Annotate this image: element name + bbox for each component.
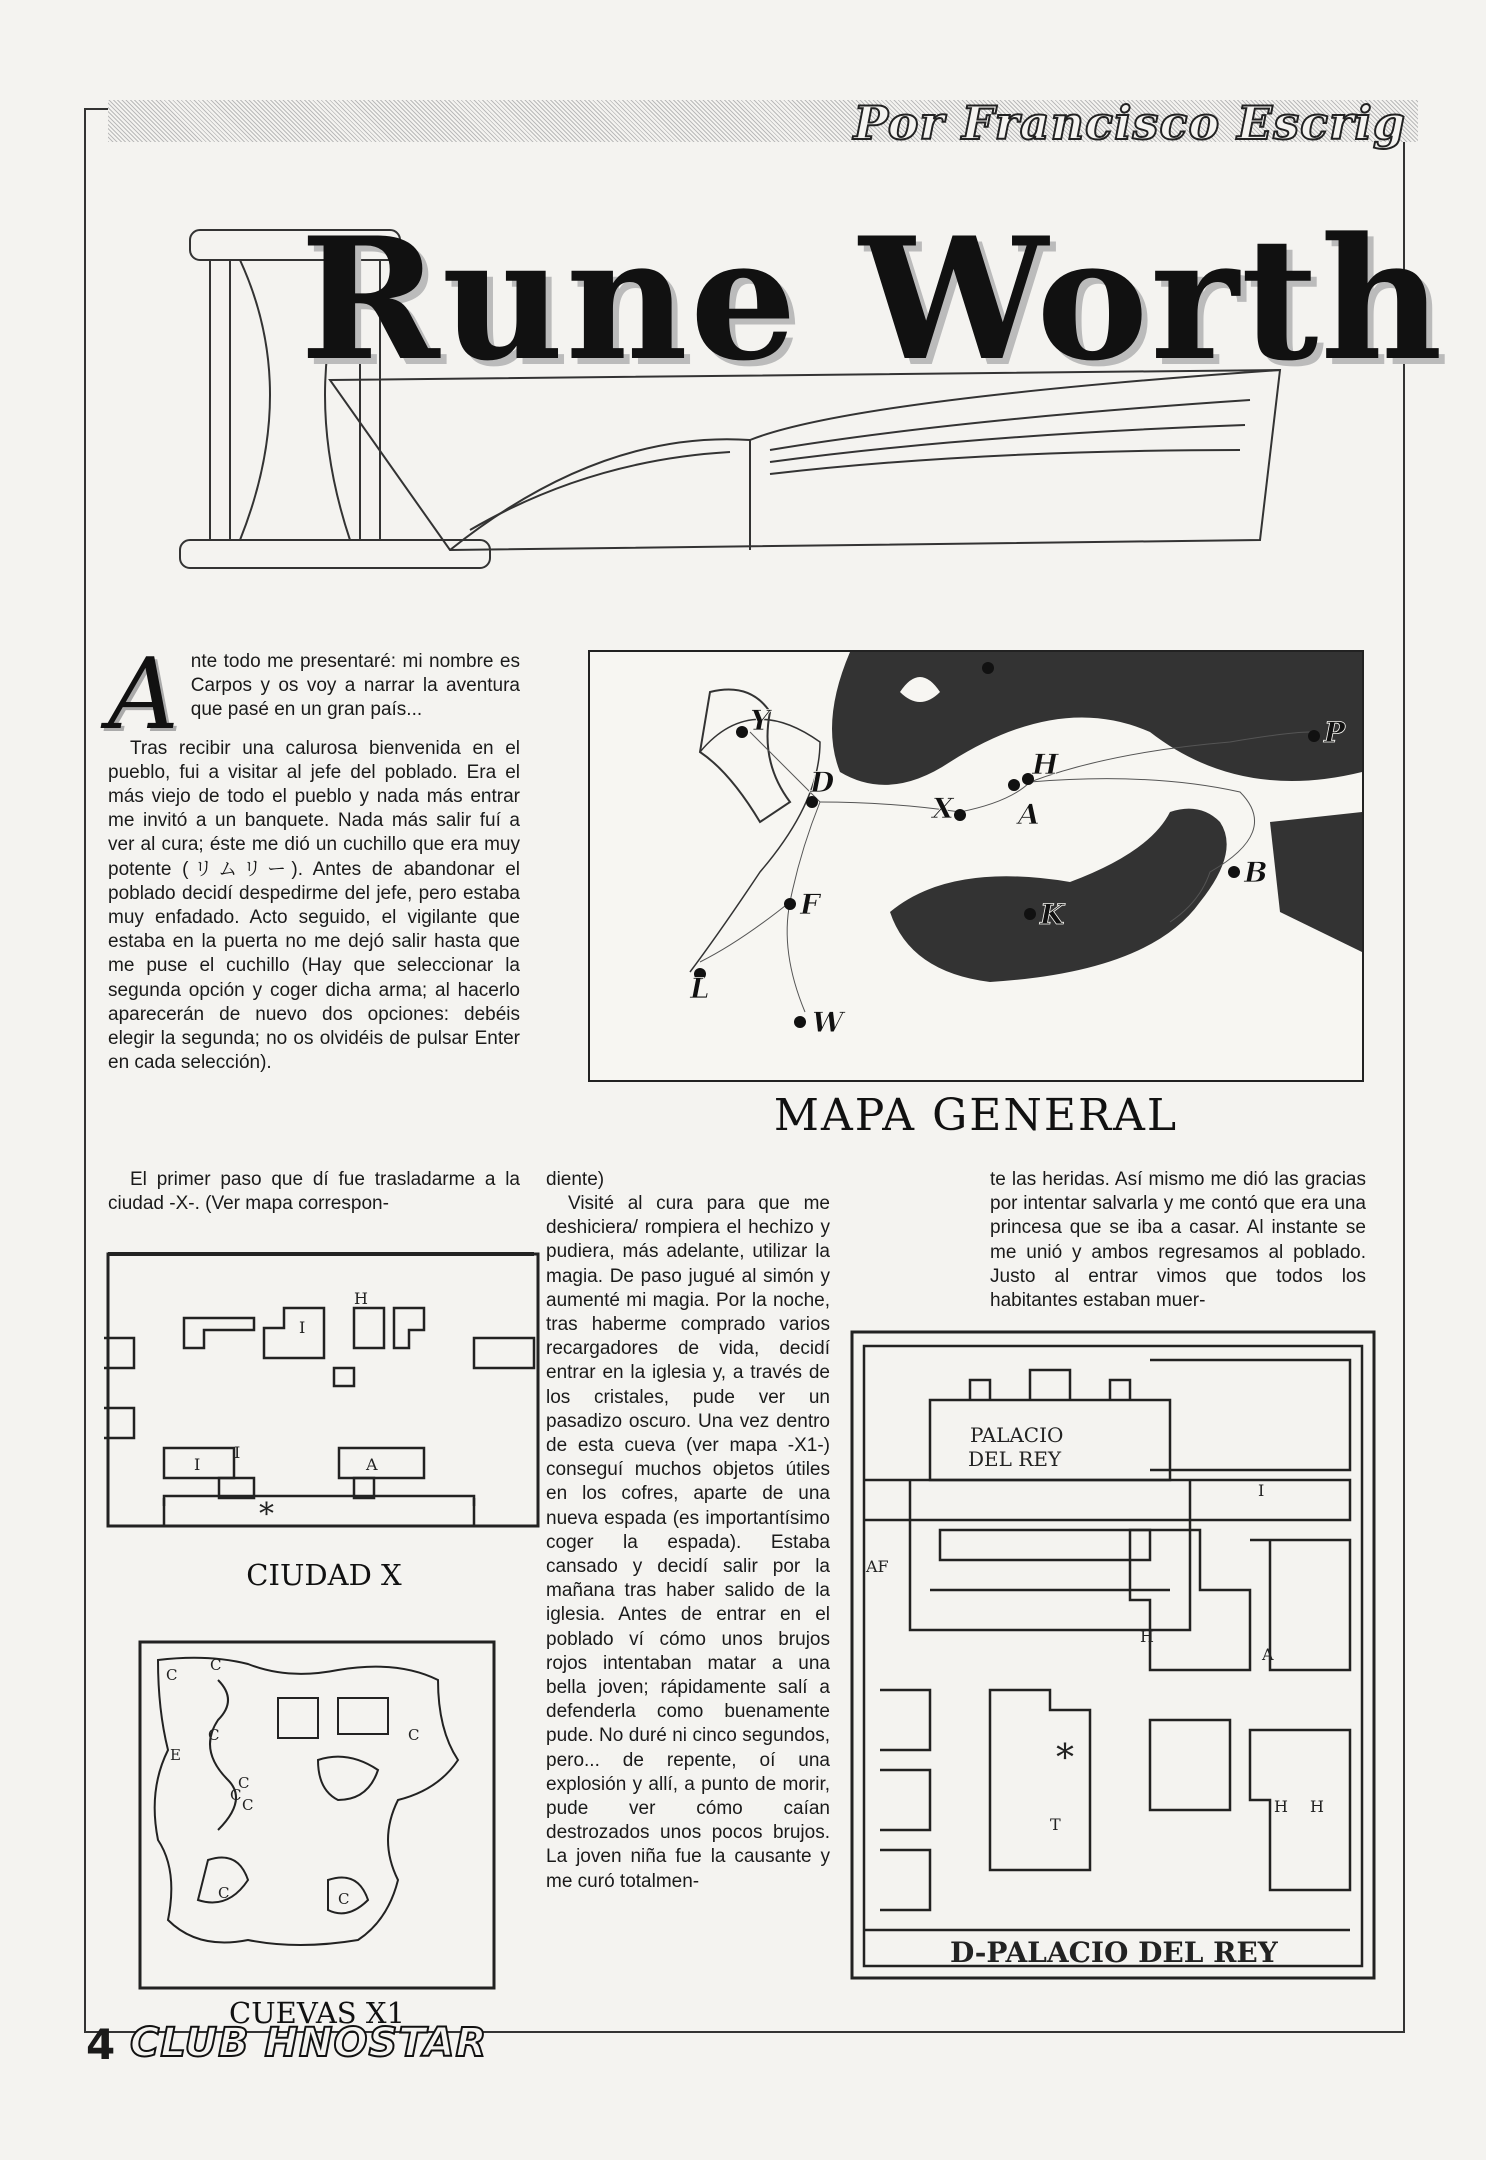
- byline: Por Francisco Escrig: [853, 96, 1406, 150]
- column-3-text: [990, 1168, 1366, 1327]
- paragraph-1: nte todo me presentaré: mi nombre es Carpos y os voy a narrar la aventura que pasé en un gran país...: [190, 651, 520, 721]
- palacio-map: [850, 1330, 1376, 1980]
- ciudad-x-caption: CIUDAD X: [246, 1558, 402, 1592]
- column-2-cont: diente): [546, 1169, 605, 1190]
- column-2-paragraph: Visité al cura para que me deshiciera/ rompiera el hechizo y pudiera, más adelante, utilizar la magia. De paso jugué al simón y aumenté mi magia. Por la noche, tras haberme comprado varios recargadores de vida, decidí entrar en la iglesia y, a través de los cristales, pude ver un pasadizo oscuro. Una vez dentro de esta cueva (ver mapa -X1-) conseguí muchos objetos útiles en los cofres, aparte de una nueva espada (es importantísimo coger la espada). Estaba cansado y decidí salir por la mañana tras haber salido de la iglesia. Antes de entrar en el poblado ví cómo unos brujos rojos intentaban matar a una bella joven; rápidamente salí a defenderla como buenamente pude. No duré ni cinco segundos, pero... de repente, oí una explosión y allí, a punto de morir, pude ver cómo caían destrozados unos pocos brujos. La joven niña fue la causante y me curó totalmen-: [546, 1193, 830, 1892]
- map-label-x: X: [932, 792, 954, 825]
- map-label-d: D: [810, 766, 835, 799]
- cuevas-label-c-7: C: [242, 1796, 254, 1814]
- general-map-drawing: [590, 652, 1362, 1080]
- ciudad-label-h: H: [354, 1289, 368, 1308]
- general-map-caption: MAPA GENERAL: [773, 1090, 1179, 1141]
- palacio-label-t: T: [1050, 1815, 1061, 1834]
- ciudad-x-map: [104, 1248, 544, 1548]
- general-map: [588, 650, 1364, 1082]
- palacio-label-h-2: H: [1274, 1797, 1288, 1816]
- palacio-label-h-1: H: [1140, 1627, 1154, 1646]
- map-label-y: Y: [750, 704, 770, 737]
- cuevas-x1-map: [138, 1640, 496, 1990]
- cuevas-label-c-2: C: [210, 1656, 222, 1674]
- article-title: Rune Worth: [300, 200, 1445, 398]
- palacio-label-line-1: PALACIO: [970, 1423, 1064, 1447]
- cuevas-x1-caption: CUEVAS X1: [229, 1996, 405, 2030]
- ciudad-label-i-2: I: [194, 1455, 201, 1474]
- column-2-text: [546, 1192, 830, 1908]
- paragraph-3-box: [108, 1168, 520, 1230]
- cuevas-label-c-6: C: [230, 1786, 242, 1804]
- paragraph-2: Tras recibir una calurosa bienvenida en el pueblo, fui a visitar al jefe del poblado. Era el más viejo de todo el pueblo y nada más entrar me invitó a un banquete. Nada más salir fuí a ver al cura; éste me dió un cuchillo que era muy potente (リムリー). Antes de abandonar el poblado decidí despedirme del jefe, pero estaba muy enfadado. Acto seguido, el vigilante que estaba en la puerta no me dejó salir hasta que me puse el cuchillo (Hay que seleccionar la segunda opción y coger dicha arma; al hacerlo aparecerán de nuevo dos opciones: debéis elegir la segunda; no os olvidéis de pulsar Enter en cada selección).: [108, 737, 520, 1074]
- map-label-h: H: [1032, 748, 1059, 781]
- cuevas-label-c-9: C: [338, 1890, 350, 1908]
- palacio-label-i: I: [1258, 1481, 1265, 1500]
- cuevas-label-e: E: [170, 1746, 181, 1764]
- map-label-w: W: [812, 1006, 844, 1039]
- column-3-paragraph: te las heridas. Así mismo me dió las gracias por intentar salvarla y me contó que era una princesa que se iba a casar. Al instante se me unió y ambos regresamos al poblado. Justo al entrar vimos que todos los habitantes estaban muer-: [990, 1169, 1366, 1312]
- map-label-l: L: [690, 972, 710, 1005]
- cuevas-label-c-1: C: [166, 1666, 178, 1684]
- palacio-label-af: AF: [866, 1557, 889, 1576]
- map-label-k: K: [1040, 898, 1065, 931]
- cuevas-label-c-4: C: [408, 1726, 420, 1744]
- map-label-f: F: [800, 888, 820, 921]
- cuevas-label-c-5: C: [238, 1774, 250, 1792]
- page-number: 4: [86, 2020, 116, 2069]
- club-hnostar-logo: CLUB HNOSTAR: [130, 2020, 488, 2066]
- palacio-label-h-3: H: [1310, 1797, 1324, 1816]
- palacio-label-star: *: [1056, 1738, 1074, 1779]
- cuevas-label-c-3: C: [208, 1726, 220, 1744]
- ciudad-label-a: A: [366, 1455, 378, 1474]
- palacio-label-a: A: [1262, 1645, 1274, 1664]
- paragraph-3: El primer paso que dí fue trasladarme a la ciudad -X-. (Ver mapa correspon-: [108, 1169, 520, 1215]
- cuevas-label-c-8: C: [218, 1884, 230, 1902]
- intro-text: [108, 638, 520, 1089]
- map-label-a: A: [1018, 798, 1040, 831]
- ciudad-label-i-1: I: [299, 1318, 306, 1337]
- ciudad-label-star: *: [259, 1497, 274, 1532]
- palacio-caption: D-PALACIO DEL REY: [950, 1936, 1278, 1969]
- map-label-b: B: [1244, 856, 1268, 889]
- drop-cap: A: [108, 638, 179, 752]
- palacio-label-line-2: DEL REY: [968, 1447, 1062, 1471]
- map-label-p: P: [1324, 716, 1346, 749]
- ciudad-label-i-3: I: [234, 1443, 241, 1462]
